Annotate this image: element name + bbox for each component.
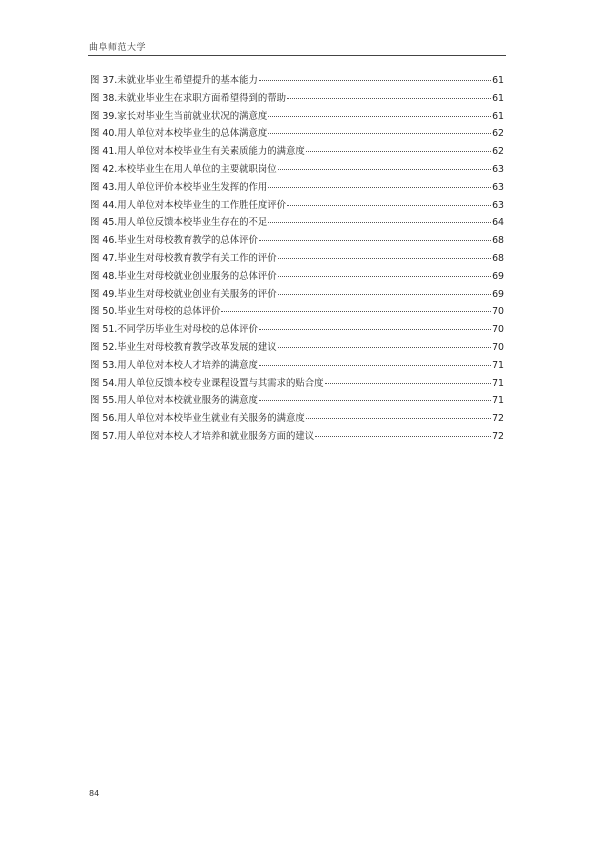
dot-leader xyxy=(259,79,491,81)
toc-entry-title: 图 42.本校毕业生在用人单位的主要就职岗位 xyxy=(90,163,277,175)
toc-entry-page-number: 61 xyxy=(492,110,504,122)
toc-entry-page-number: 68 xyxy=(492,252,504,264)
toc-entry-page-number: 63 xyxy=(492,199,504,211)
toc-entry-page-number: 69 xyxy=(492,288,504,300)
toc-entry[interactable] xyxy=(90,286,504,304)
toc-entry[interactable] xyxy=(90,108,504,126)
toc-entry-page-number: 62 xyxy=(492,146,504,158)
toc-entry-page-number: 63 xyxy=(492,163,504,175)
figure-list-of-contents xyxy=(90,72,504,446)
toc-entry-title: 图 45.用人单位反馈本校毕业生存在的不足 xyxy=(90,217,268,229)
dot-leader xyxy=(221,310,491,312)
dot-leader xyxy=(259,239,491,241)
toc-entry[interactable] xyxy=(90,392,504,410)
toc-entry[interactable] xyxy=(90,197,504,215)
running-header: 曲阜师范大学 xyxy=(89,43,147,53)
toc-entry[interactable] xyxy=(90,250,504,268)
toc-entry[interactable] xyxy=(90,90,504,108)
dot-leader xyxy=(268,132,491,134)
header-divider xyxy=(88,55,506,56)
dot-leader xyxy=(278,275,491,277)
toc-entry-title: 图 41.用人单位对本校毕业生有关素质能力的满意度 xyxy=(90,146,305,158)
dot-leader xyxy=(306,417,491,419)
toc-entry[interactable] xyxy=(90,161,504,179)
toc-entry-page-number: 61 xyxy=(492,75,504,86)
toc-entry-page-number: 63 xyxy=(492,181,504,193)
toc-entry-page-number: 70 xyxy=(492,324,504,336)
toc-entry-page-number: 69 xyxy=(492,270,504,282)
dot-leader xyxy=(287,97,491,99)
toc-entry-title: 图 49.毕业生对母校就业创业有关服务的评价 xyxy=(90,288,277,300)
toc-entry[interactable] xyxy=(90,321,504,339)
dot-leader xyxy=(315,435,491,437)
toc-entry-page-number: 72 xyxy=(492,430,504,442)
toc-entry-title: 图 57.用人单位对本校人才培养和就业服务方面的建议 xyxy=(90,430,315,442)
toc-entry-title: 图 52.毕业生对母校教育教学改革发展的建议 xyxy=(90,341,277,353)
dot-leader xyxy=(259,328,491,330)
toc-entry-title: 图 39.家长对毕业生当前就业状况的满意度 xyxy=(90,110,268,122)
toc-entry-page-number: 71 xyxy=(492,395,504,407)
toc-entry-title: 图 53.用人单位对本校人才培养的满意度 xyxy=(90,359,258,371)
dot-leader xyxy=(278,257,491,259)
dot-leader xyxy=(268,221,491,223)
toc-entry-page-number: 68 xyxy=(492,235,504,247)
page-number: 84 xyxy=(89,789,100,798)
toc-entry-page-number: 71 xyxy=(492,359,504,371)
dot-leader xyxy=(259,364,491,366)
dot-leader xyxy=(278,293,491,295)
toc-entry[interactable] xyxy=(90,339,504,357)
toc-entry[interactable] xyxy=(90,375,504,393)
toc-entry-title: 图 48.毕业生对母校就业创业服务的总体评价 xyxy=(90,270,277,282)
toc-entry-page-number: 62 xyxy=(492,128,504,140)
toc-entry[interactable] xyxy=(90,232,504,250)
toc-entry-title: 图 50.毕业生对母校的总体评价 xyxy=(90,306,221,318)
toc-entry[interactable] xyxy=(90,303,504,321)
toc-entry[interactable] xyxy=(90,179,504,197)
dot-leader xyxy=(278,346,491,348)
toc-entry-page-number: 71 xyxy=(492,377,504,389)
dot-leader xyxy=(287,204,491,206)
dot-leader xyxy=(268,186,491,188)
toc-entry-page-number: 70 xyxy=(492,341,504,353)
toc-entry-page-number: 72 xyxy=(492,413,504,425)
toc-entry[interactable] xyxy=(90,72,504,90)
toc-entry-title: 图 56.用人单位对本校毕业生就业有关服务的满意度 xyxy=(90,413,305,425)
toc-entry[interactable] xyxy=(90,357,504,375)
toc-entry-page-number: 61 xyxy=(492,92,504,104)
toc-entry[interactable] xyxy=(90,143,504,161)
toc-entry-title: 图 51.不同学历毕业生对母校的总体评价 xyxy=(90,324,258,336)
dot-leader xyxy=(306,150,491,152)
dot-leader xyxy=(325,382,492,384)
dot-leader xyxy=(259,399,491,401)
toc-entry[interactable] xyxy=(90,214,504,232)
toc-entry-page-number: 70 xyxy=(492,306,504,318)
dot-leader xyxy=(278,168,491,170)
toc-entry[interactable] xyxy=(90,125,504,143)
toc-entry-title: 图 43.用人单位评价本校毕业生发挥的作用 xyxy=(90,181,268,193)
dot-leader xyxy=(268,115,491,117)
toc-entry-title: 图 40.用人单位对本校毕业生的总体满意度 xyxy=(90,128,268,140)
toc-entry-title: 图 37.未就业毕业生希望提升的基本能力 xyxy=(90,75,258,86)
toc-entry-title: 图 44.用人单位对本校毕业生的工作胜任度评价 xyxy=(90,199,287,211)
toc-entry[interactable] xyxy=(90,268,504,286)
toc-entry-title: 图 47.毕业生对母校教育教学有关工作的评价 xyxy=(90,252,277,264)
toc-entry[interactable] xyxy=(90,428,504,446)
toc-entry-page-number: 64 xyxy=(492,217,504,229)
toc-entry[interactable] xyxy=(90,410,504,428)
toc-entry-title: 图 55.用人单位对本校就业服务的满意度 xyxy=(90,395,258,407)
toc-entry-title: 图 46.毕业生对母校教育教学的总体评价 xyxy=(90,235,258,247)
toc-entry-title: 图 38.未就业毕业生在求职方面希望得到的帮助 xyxy=(90,92,287,104)
toc-entry-title: 图 54.用人单位反馈本校专业课程设置与其需求的贴合度 xyxy=(90,377,324,389)
